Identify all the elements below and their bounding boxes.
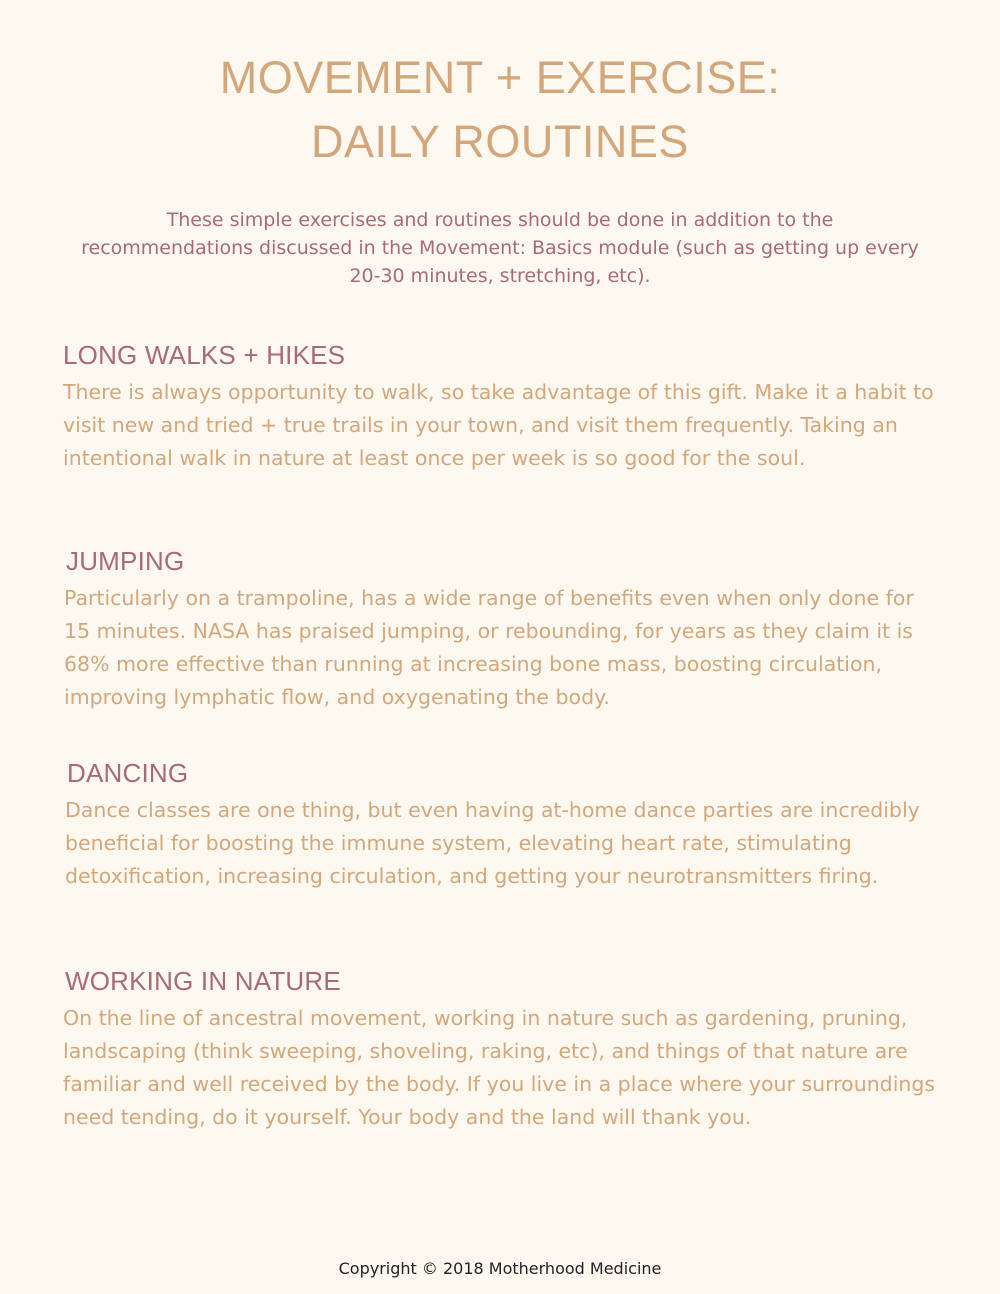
page-title-line-2: DAILY ROUTINES [311,116,689,167]
section-jumping [64,544,944,714]
page-title-line-1: MOVEMENT + EXERCISE: [219,52,781,103]
section-dancing [65,756,945,893]
copyright-footer: Copyright © 2018 Motherhood Medicine [338,1259,662,1278]
section-working-in-nature [63,964,943,1134]
section-heading: LONG WALKS + HIKES [63,340,346,370]
page-title [0,46,1000,174]
section-body: There is always opportunity to walk, so take advantage of this gift. Make it a habit to visit new and tried + true trails in your town, and visit them frequently. Taking an intentional walk in nature at least once per week is so good for the soul. [63,380,934,470]
section-long-walks-hikes [63,338,943,475]
section-heading: WORKING IN NATURE [65,966,341,996]
section-heading: JUMPING [66,546,185,576]
section-heading: DANCING [67,758,189,788]
intro-paragraph: These simple exercises and routines should be done in addition to the recommendations discussed in the Movement: Basics module (such as getting up every 20-30 minutes, stretching, etc). [81,209,919,287]
section-body: Dance classes are one thing, but even having at-home dance parties are incredibly beneficial for boosting the immune system, elevating heart rate, stimulating detoxification, increasing circulation, and getting your neurotransmitters firing. [65,798,920,888]
section-body: On the line of ancestral movement, working in nature such as gardening, pruning, landscaping (think sweeping, shoveling, raking, etc), and things of that nature are familiar and well received by the body. If you live in a place where your surroundings need tending, do it yourself. Your body and the land will thank you. [63,1006,936,1129]
section-body: Particularly on a trampoline, has a wide range of benefits even when only done for 15 minutes. NASA has praised jumping, or rebounding, for years as they claim it is 68% more effective than running at increasing bone mass, boosting circulation, improving lymphatic flow, and oxygenating the body. [64,586,914,709]
